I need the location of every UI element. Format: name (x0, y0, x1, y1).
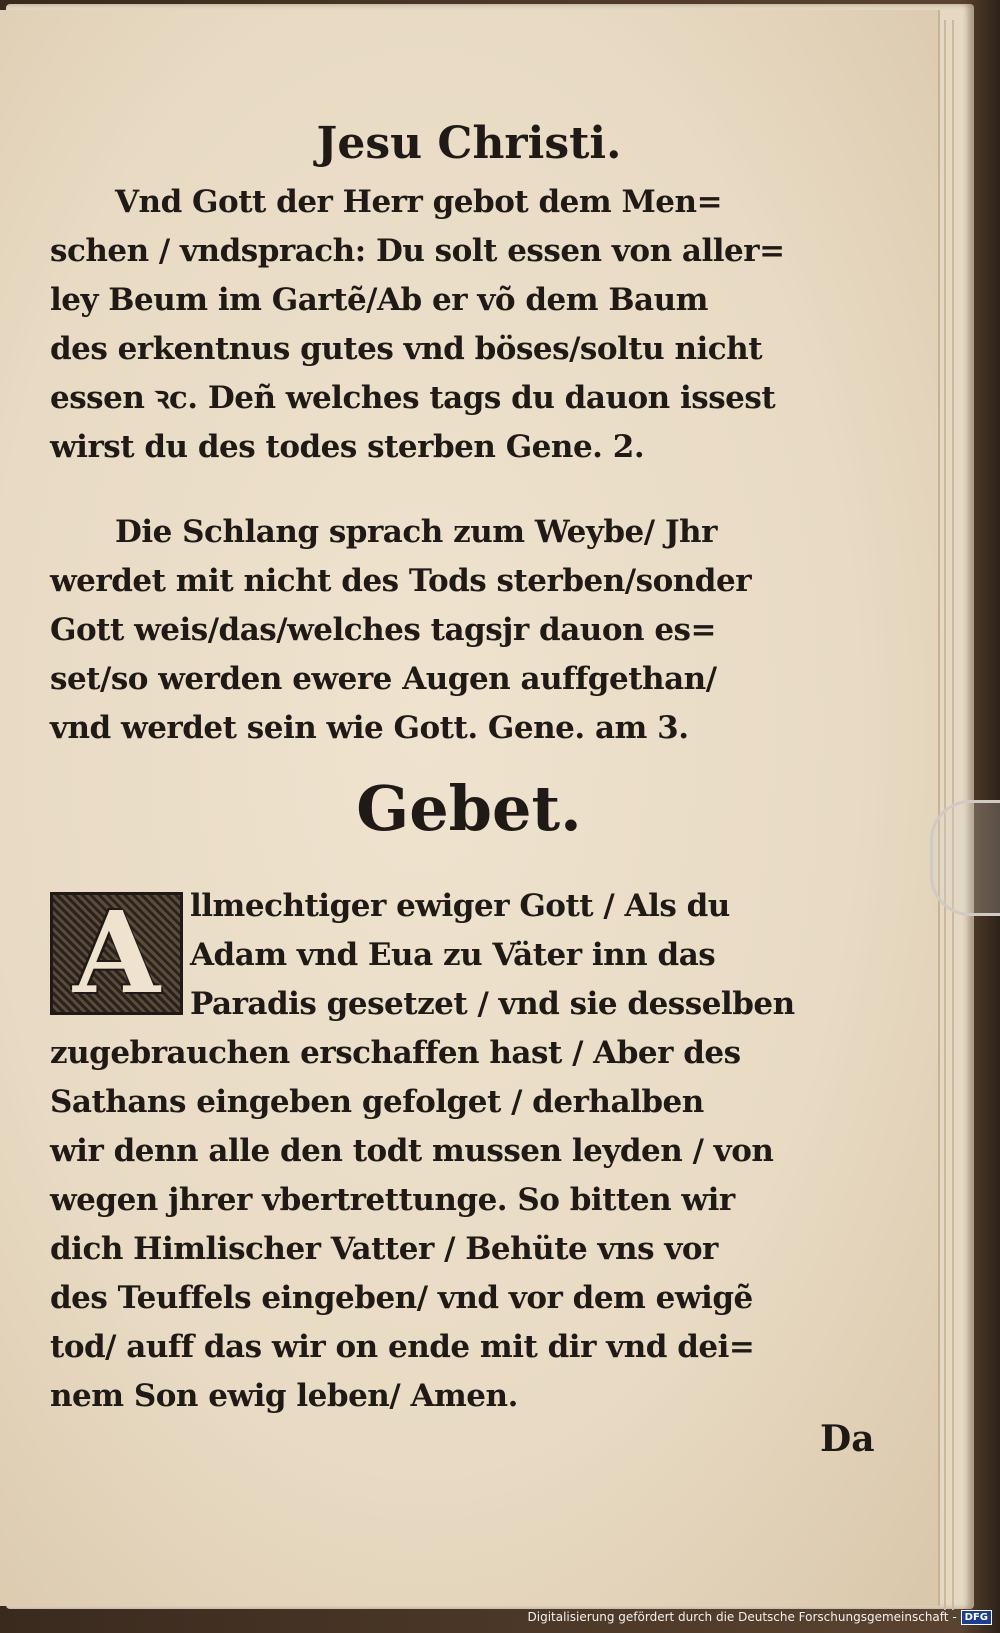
text-line: Vnd Gott der Herr gebot dem Men= (115, 184, 723, 220)
text-line: wir denn alle den todt mussen leyden / von (50, 1133, 774, 1169)
prayer-opening (190, 882, 890, 1029)
text-line: zugebrauchen erschaffen hast / Aber des (50, 1035, 741, 1071)
text-line: Paradis gesetzet / vnd sie desselben (190, 986, 795, 1022)
text-line: des Teuffels eingeben/ vnd vor dem ewigẽ (50, 1280, 753, 1316)
text-line: Sathans eingeben gefolget / derhalben (50, 1084, 704, 1120)
text-line: ley Beum im Gartẽ/Ab er võ dem Baum (50, 282, 708, 318)
text-line: nem Son ewig leben/ Amen. (50, 1378, 518, 1414)
text-line: tod/ auff das wir on ende mit dir vnd dei= (50, 1329, 755, 1365)
text-line: essen ꝛc. Deñ welches tags du dauon issest (50, 380, 776, 416)
drop-cap-letter: A (73, 888, 160, 1019)
footer-credit-text: Digitalisierung gefördert durch die Deutsche Forschungsgemeinschaft - (527, 1610, 957, 1624)
text-line: des erkentnus gutes vnd böses/soltu nicht (50, 331, 763, 367)
book-page (0, 10, 940, 1606)
footer-credit (528, 1607, 993, 1627)
catchword: Da (820, 1418, 875, 1460)
text-line: schen / vndsprach: Du solt essen von aller= (50, 233, 785, 269)
prayer-body (50, 1029, 890, 1421)
running-head: Jesu Christi. (316, 118, 622, 169)
text-line: Gott weis/das/welches tagsjr dauon es= (50, 612, 716, 648)
paragraph-genesis-3 (50, 508, 890, 753)
text-line: llmechtiger ewiger Gott / Als du (190, 888, 730, 924)
page-clip-bookmark (930, 800, 1000, 916)
text-line: Adam vnd Eua zu Väter inn das (190, 937, 716, 973)
text-line: dich Himlischer Vatter / Behüte vns vor (50, 1231, 718, 1267)
prayer-heading: Gebet. (356, 772, 582, 845)
dfg-logo: DFG (961, 1610, 992, 1625)
drop-cap-initial (50, 888, 183, 1019)
text-line: wirst du des todes sterben Gene. 2. (50, 429, 645, 465)
text-line: Die Schlang sprach zum Weybe/ Jhr (115, 514, 717, 550)
text-line: set/so werden ewere Augen auffgethan/ (50, 661, 717, 697)
text-line: vnd werdet sein wie Gott. Gene. am 3. (50, 710, 689, 746)
paragraph-genesis-2 (50, 178, 890, 472)
text-line: wegen jhrer vbertrettunge. So bitten wir (50, 1182, 735, 1218)
text-line: werdet mit nicht des Tods sterben/sonder (50, 563, 752, 599)
